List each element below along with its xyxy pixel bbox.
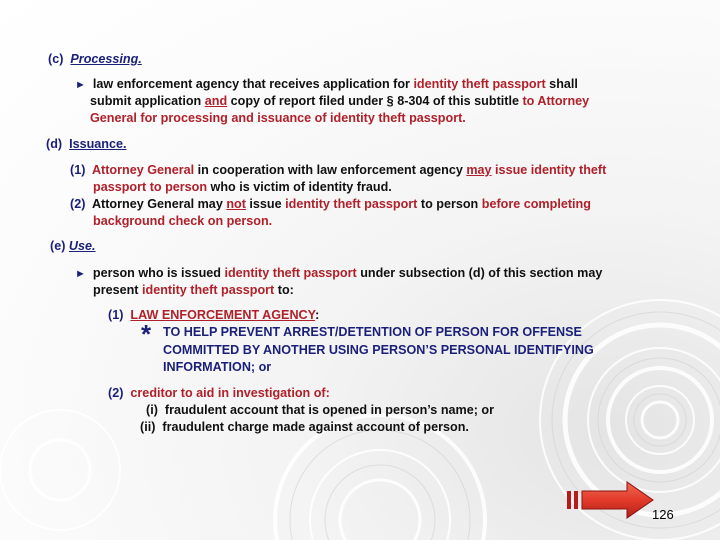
highlight-and: and xyxy=(204,94,228,108)
section-e-label: (e) xyxy=(50,239,66,253)
section-c-heading: Processing. xyxy=(70,52,142,66)
section-d-item-1-line-2: passport to person who is victim of identity fraud. xyxy=(93,180,392,194)
section-c-label: (c) xyxy=(48,52,64,66)
next-slide-button[interactable] xyxy=(567,479,657,521)
bullet-arrow-icon: ► xyxy=(75,268,86,280)
section-e-item-1-line-1: TO HELP PREVENT ARREST/DETENTION OF PERSON FOR OFFENSE xyxy=(163,325,582,339)
star-icon: * xyxy=(141,319,152,349)
section-c-bullet-line-3: General for processing and issuance of identity theft passport. xyxy=(90,111,466,125)
page-number: 126 xyxy=(652,507,674,522)
section-e-item-1-line-2: COMMITTED BY ANOTHER USING PERSON’S PERSONAL IDENTIFYING xyxy=(163,343,594,357)
highlight-identity-theft-passport: identity theft passport xyxy=(413,77,546,91)
section-e-bullet-line-2: present identity theft passport to: xyxy=(93,283,294,297)
section-c-header xyxy=(48,52,142,67)
section-c-bullet-line-2: submit application and copy of report filed under § 8-304 of this subtitle to Attorney xyxy=(90,94,590,108)
bullet-arrow-icon: ► xyxy=(75,79,86,91)
section-e-heading: Use. xyxy=(68,239,96,253)
highlight-not: not xyxy=(226,197,246,211)
section-d-heading: Issuance. xyxy=(69,137,127,151)
section-d-header xyxy=(46,137,127,152)
section-d-item-1-line-1: (1) Attorney General in cooperation with law enforcement agency may issue identity theft xyxy=(70,163,607,177)
section-e-bullet-line-1: ► person who is issued identity theft passport under subsection (d) of this section may xyxy=(75,266,603,280)
highlight-may: may xyxy=(466,163,492,177)
section-d-label: (d) xyxy=(46,137,63,151)
law-enforcement-agency-heading: LAW ENFORCEMENT AGENCY xyxy=(130,308,316,322)
section-e-item-2-sub-2: (ii) fraudulent charge made against account of person. xyxy=(140,420,469,434)
section-e-item-2-header: (2) creditor to aid in investigation of: xyxy=(108,386,330,400)
section-e-header xyxy=(50,239,96,254)
section-e-item-2-sub-1: (i) fraudulent account that is opened in person’s name; or xyxy=(146,403,495,417)
section-c-bullet-line-1: ► law enforcement agency that receives application for identity theft passport shall xyxy=(75,77,578,91)
section-d-item-2-line-1: (2) Attorney General may not issue identity theft passport to person before completing xyxy=(70,197,591,211)
section-e-item-1-line-3: INFORMATION; or xyxy=(163,360,272,374)
next-arrow-icon xyxy=(567,479,657,521)
highlight-attorney-general: Attorney General xyxy=(91,163,195,177)
highlight-to-attorney: to Attorney xyxy=(522,94,590,108)
section-e-item-1-header: (1) LAW ENFORCEMENT AGENCY: xyxy=(108,308,320,322)
section-d-item-2-line-2: background check on person. xyxy=(93,214,273,228)
